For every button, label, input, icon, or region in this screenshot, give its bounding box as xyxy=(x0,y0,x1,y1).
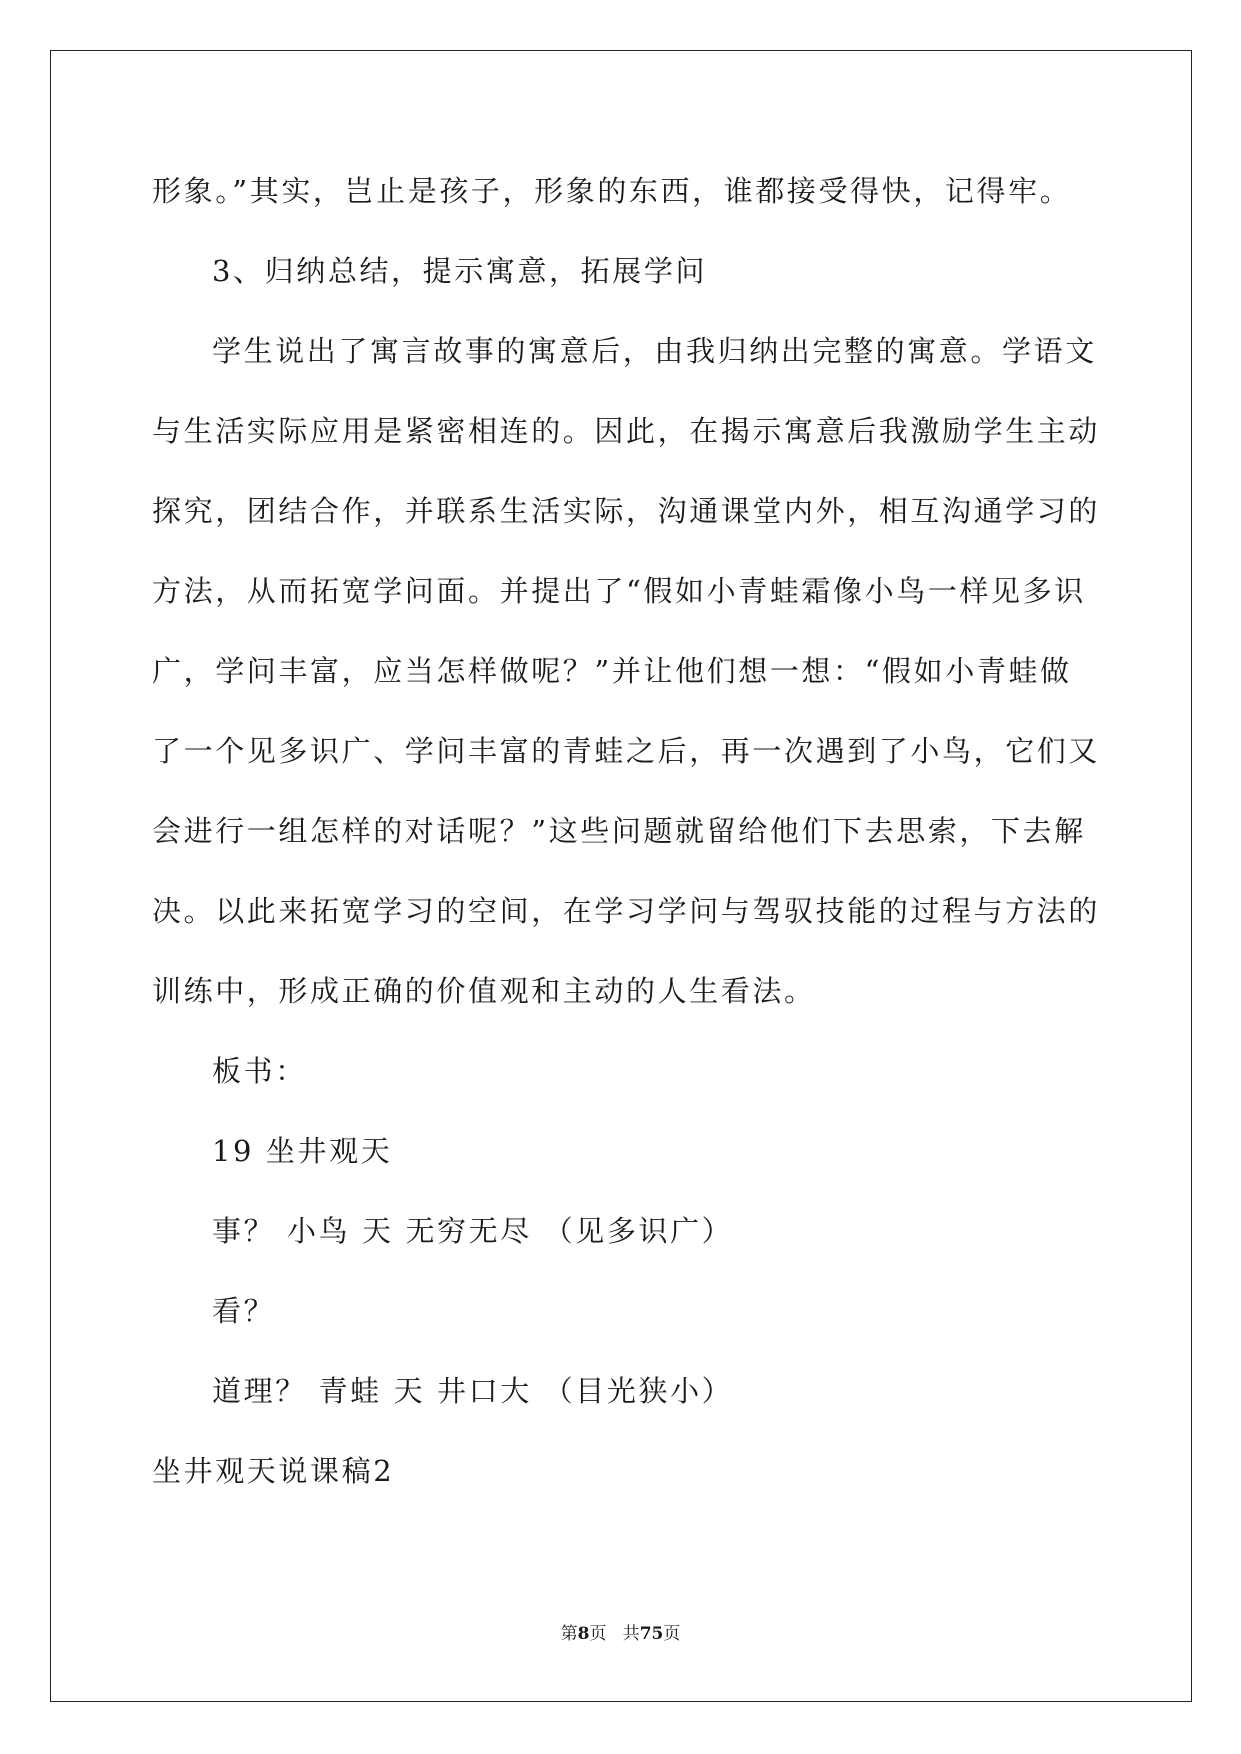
blackboard-label: 板书： xyxy=(212,1054,307,1088)
total-page-count: 75 xyxy=(639,1624,664,1644)
section-heading: 3、归纳总结，提示寓意，拓展学问 xyxy=(212,254,708,288)
paragraph-line: 决。以此来拓宽学习的空间，在学习学问与驾驭技能的过程与方法的 xyxy=(152,894,1101,928)
blackboard-line: 道理？ 青蛙 天 井口大 （目光狭小） xyxy=(212,1374,734,1408)
paragraph-line: 了一个见多识广、学问丰富的青蛙之后，再一次遇到了小鸟，它们又 xyxy=(152,734,1101,768)
blackboard-line: 看？ xyxy=(212,1294,276,1328)
paragraph-line: 探究，团结合作，并联系生活实际，沟通课堂内外，相互沟通学习的 xyxy=(152,494,1101,528)
paragraph-line: 学生说出了寓言故事的寓意后，由我归纳出完整的寓意。学语文 xyxy=(212,334,1097,368)
paragraph-line: 方法，从而拓宽学问面。并提出了“假如小青蛙霜像小鸟一样见多识 xyxy=(152,574,1086,608)
current-page-number: 8 xyxy=(577,1624,590,1644)
page-footer xyxy=(0,1622,1241,1646)
blackboard-title: 19 坐井观天 xyxy=(212,1134,393,1168)
footer-suffix: 页 xyxy=(663,1624,681,1644)
footer-prefix: 第 xyxy=(560,1624,578,1644)
paragraph-line: 形象。”其实，岂止是孩子，形象的东西，谁都接受得快，记得牢。 xyxy=(152,174,1072,208)
paragraph-line: 广，学问丰富，应当怎样做呢？”并让他们想一想：“假如小青蛙做 xyxy=(152,654,1072,688)
blackboard-line: 事？ 小鸟 天 无穷无尽 （见多识广） xyxy=(212,1214,734,1248)
paragraph-line: 与生活实际应用是紧密相连的。因此，在揭示寓意后我激励学生主动 xyxy=(152,414,1101,448)
footer-middle: 页 共 xyxy=(589,1624,640,1644)
paragraph-line: 训练中，形成正确的价值观和主动的人生看法。 xyxy=(152,974,816,1008)
document-title: 坐井观天说课稿2 xyxy=(152,1454,395,1488)
paragraph-line: 会进行一组怎样的对话呢？”这些问题就留给他们下去思索，下去解 xyxy=(152,814,1086,848)
